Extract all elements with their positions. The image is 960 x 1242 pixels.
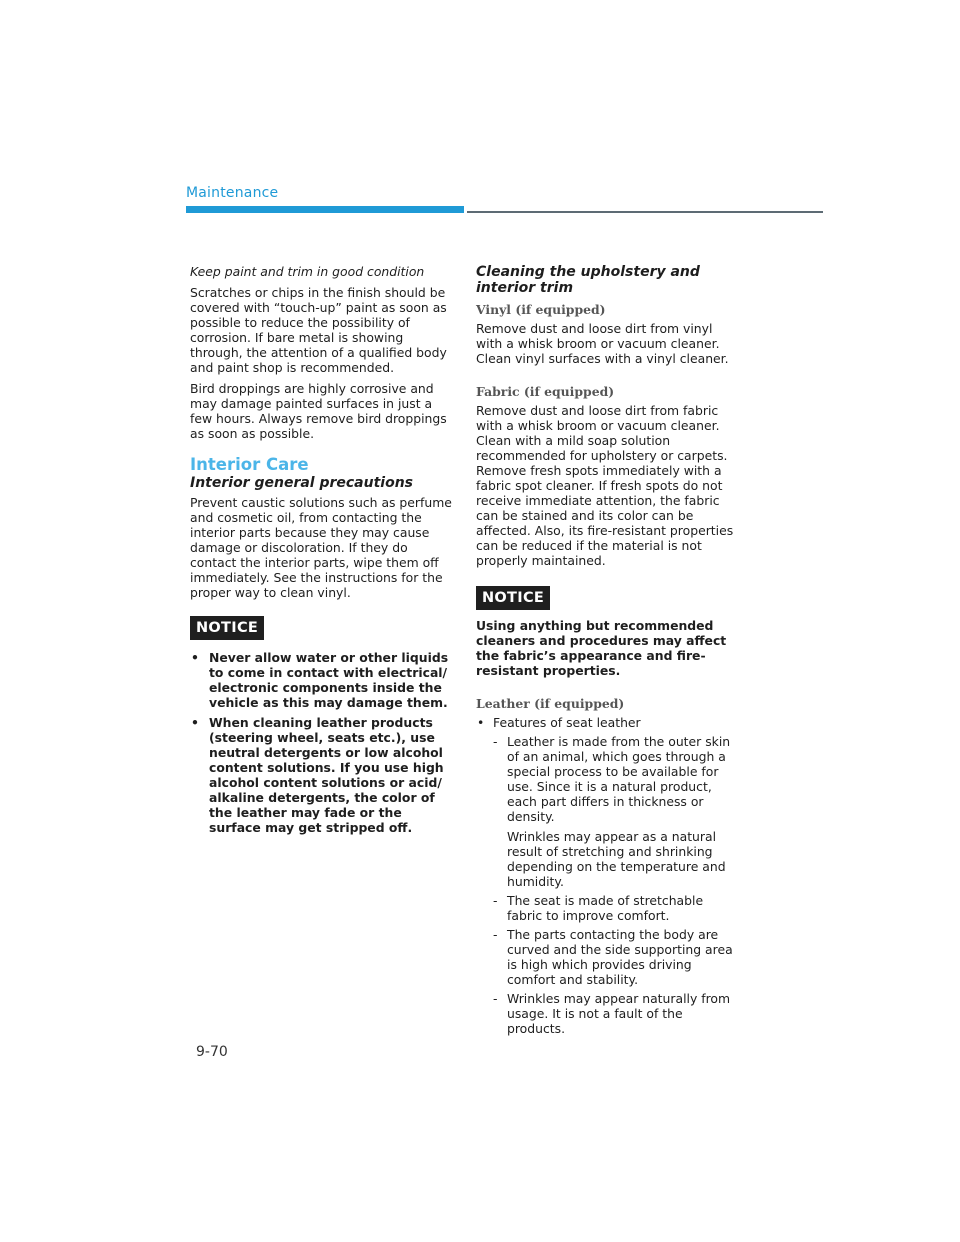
list-item xyxy=(493,991,742,1036)
left-column xyxy=(190,264,456,840)
bullet-icon: • xyxy=(477,715,485,730)
section-header: Maintenance xyxy=(186,185,279,201)
list-item xyxy=(493,893,742,923)
leather-bullet-text: Features of seat leather xyxy=(493,715,641,730)
paragraph-scratches: Scratches or chips in the finish should be covered with “touch-up” paint as soon as possible to reduce the possibility of corrosion. If bare metal is showing through, the attention of a qualified body and paint shop is recommended. xyxy=(190,285,447,375)
notice-badge: NOTICE xyxy=(476,586,550,610)
vinyl-text: Remove dust and loose dirt from vinyl with a whisk broom or vacuum cleaner. Clean vinyl surfaces with a vinyl cleaner. xyxy=(476,321,729,366)
leather-features xyxy=(493,734,742,1036)
notice-item-text: When cleaning leather products (steering wheel, seats etc.), use neutral detergents or low alcohol content solutions. If you use high alcohol content solutions or acid/ alkaline detergents, the color of the leather may fade or the surface may get stripped off. xyxy=(209,715,444,835)
fabric-text: Remove dust and loose dirt from fabric with a whisk broom or vacuum cleaner. Clean with a mild soap solution recommended for upholstery or carpets. Remove fresh spots immediately with a fabric spot cleaner. If fresh spots do not receive immediate attention, the fabric can be stained and its color can be affected. Also, its fire-resistant properties can be reduced if the material is not properly maintained. xyxy=(476,403,734,568)
header-rule xyxy=(467,211,823,213)
notice-text: Using anything but recommended cleaners and procedures may affect the fabric’s appearance and fire-resistant properties. xyxy=(476,618,727,678)
notice-item-text: Never allow water or other liquids to come in contact with electrical/ electronic components inside the vehicle as this may damage them. xyxy=(209,650,449,710)
dash-icon: - xyxy=(493,927,498,942)
list-item xyxy=(493,927,742,987)
dash-icon: - xyxy=(493,734,498,749)
fabric-heading: Fabric (if equipped) xyxy=(476,384,615,399)
keep-paint-heading: Keep paint and trim in good condition xyxy=(190,264,425,279)
right-column xyxy=(476,264,742,1041)
page-number: 9-70 xyxy=(196,1044,228,1060)
bullet-icon: • xyxy=(191,650,199,665)
interior-precautions-heading: Interior general precautions xyxy=(190,475,414,491)
feature-text-extra: Wrinkles may appear as a natural result of stretching and shrinking depending on the temperature and humidity. xyxy=(507,829,726,889)
leather-heading: Leather (if equipped) xyxy=(476,696,625,711)
vinyl-heading: Vinyl (if equipped) xyxy=(476,302,606,317)
paragraph-bird-droppings: Bird droppings are highly corrosive and may damage painted surfaces in just a few hours. Always remove bird droppings as soon as possible. xyxy=(190,381,447,441)
notice-badge: NOTICE xyxy=(190,616,264,640)
interior-care-heading: Interior Care xyxy=(190,455,309,474)
list-item xyxy=(190,715,456,835)
upholstery-heading: Cleaning the upholstery and interior trim xyxy=(476,264,700,296)
dash-icon: - xyxy=(493,991,498,1006)
header-rule-accent xyxy=(186,206,464,213)
feature-text: Wrinkles may appear naturally from usage. It is not a fault of the products. xyxy=(507,991,731,1036)
bullet-icon: • xyxy=(191,715,199,730)
feature-text: Leather is made from the outer skin of an animal, which goes through a special process to be available for use. Since it is a natural product, each part differs in thickness or density. xyxy=(507,734,731,824)
dash-icon: - xyxy=(493,893,498,908)
list-item xyxy=(493,734,742,889)
notice-list xyxy=(190,650,456,835)
list-item xyxy=(190,650,456,710)
feature-text: The seat is made of stretchable fabric to improve comfort. xyxy=(507,893,704,923)
paragraph-caustic: Prevent caustic solutions such as perfume and cosmetic oil, from contacting the interior parts because they may cause damage or discoloration. If they do contact the interior parts, wipe them off immediately. See the instructions for the proper way to clean vinyl. xyxy=(190,495,452,600)
feature-text: The parts contacting the body are curved and the side supporting area is high which provides driving comfort and stability. xyxy=(507,927,733,987)
list-item xyxy=(476,715,742,1036)
leather-list xyxy=(476,715,742,1036)
